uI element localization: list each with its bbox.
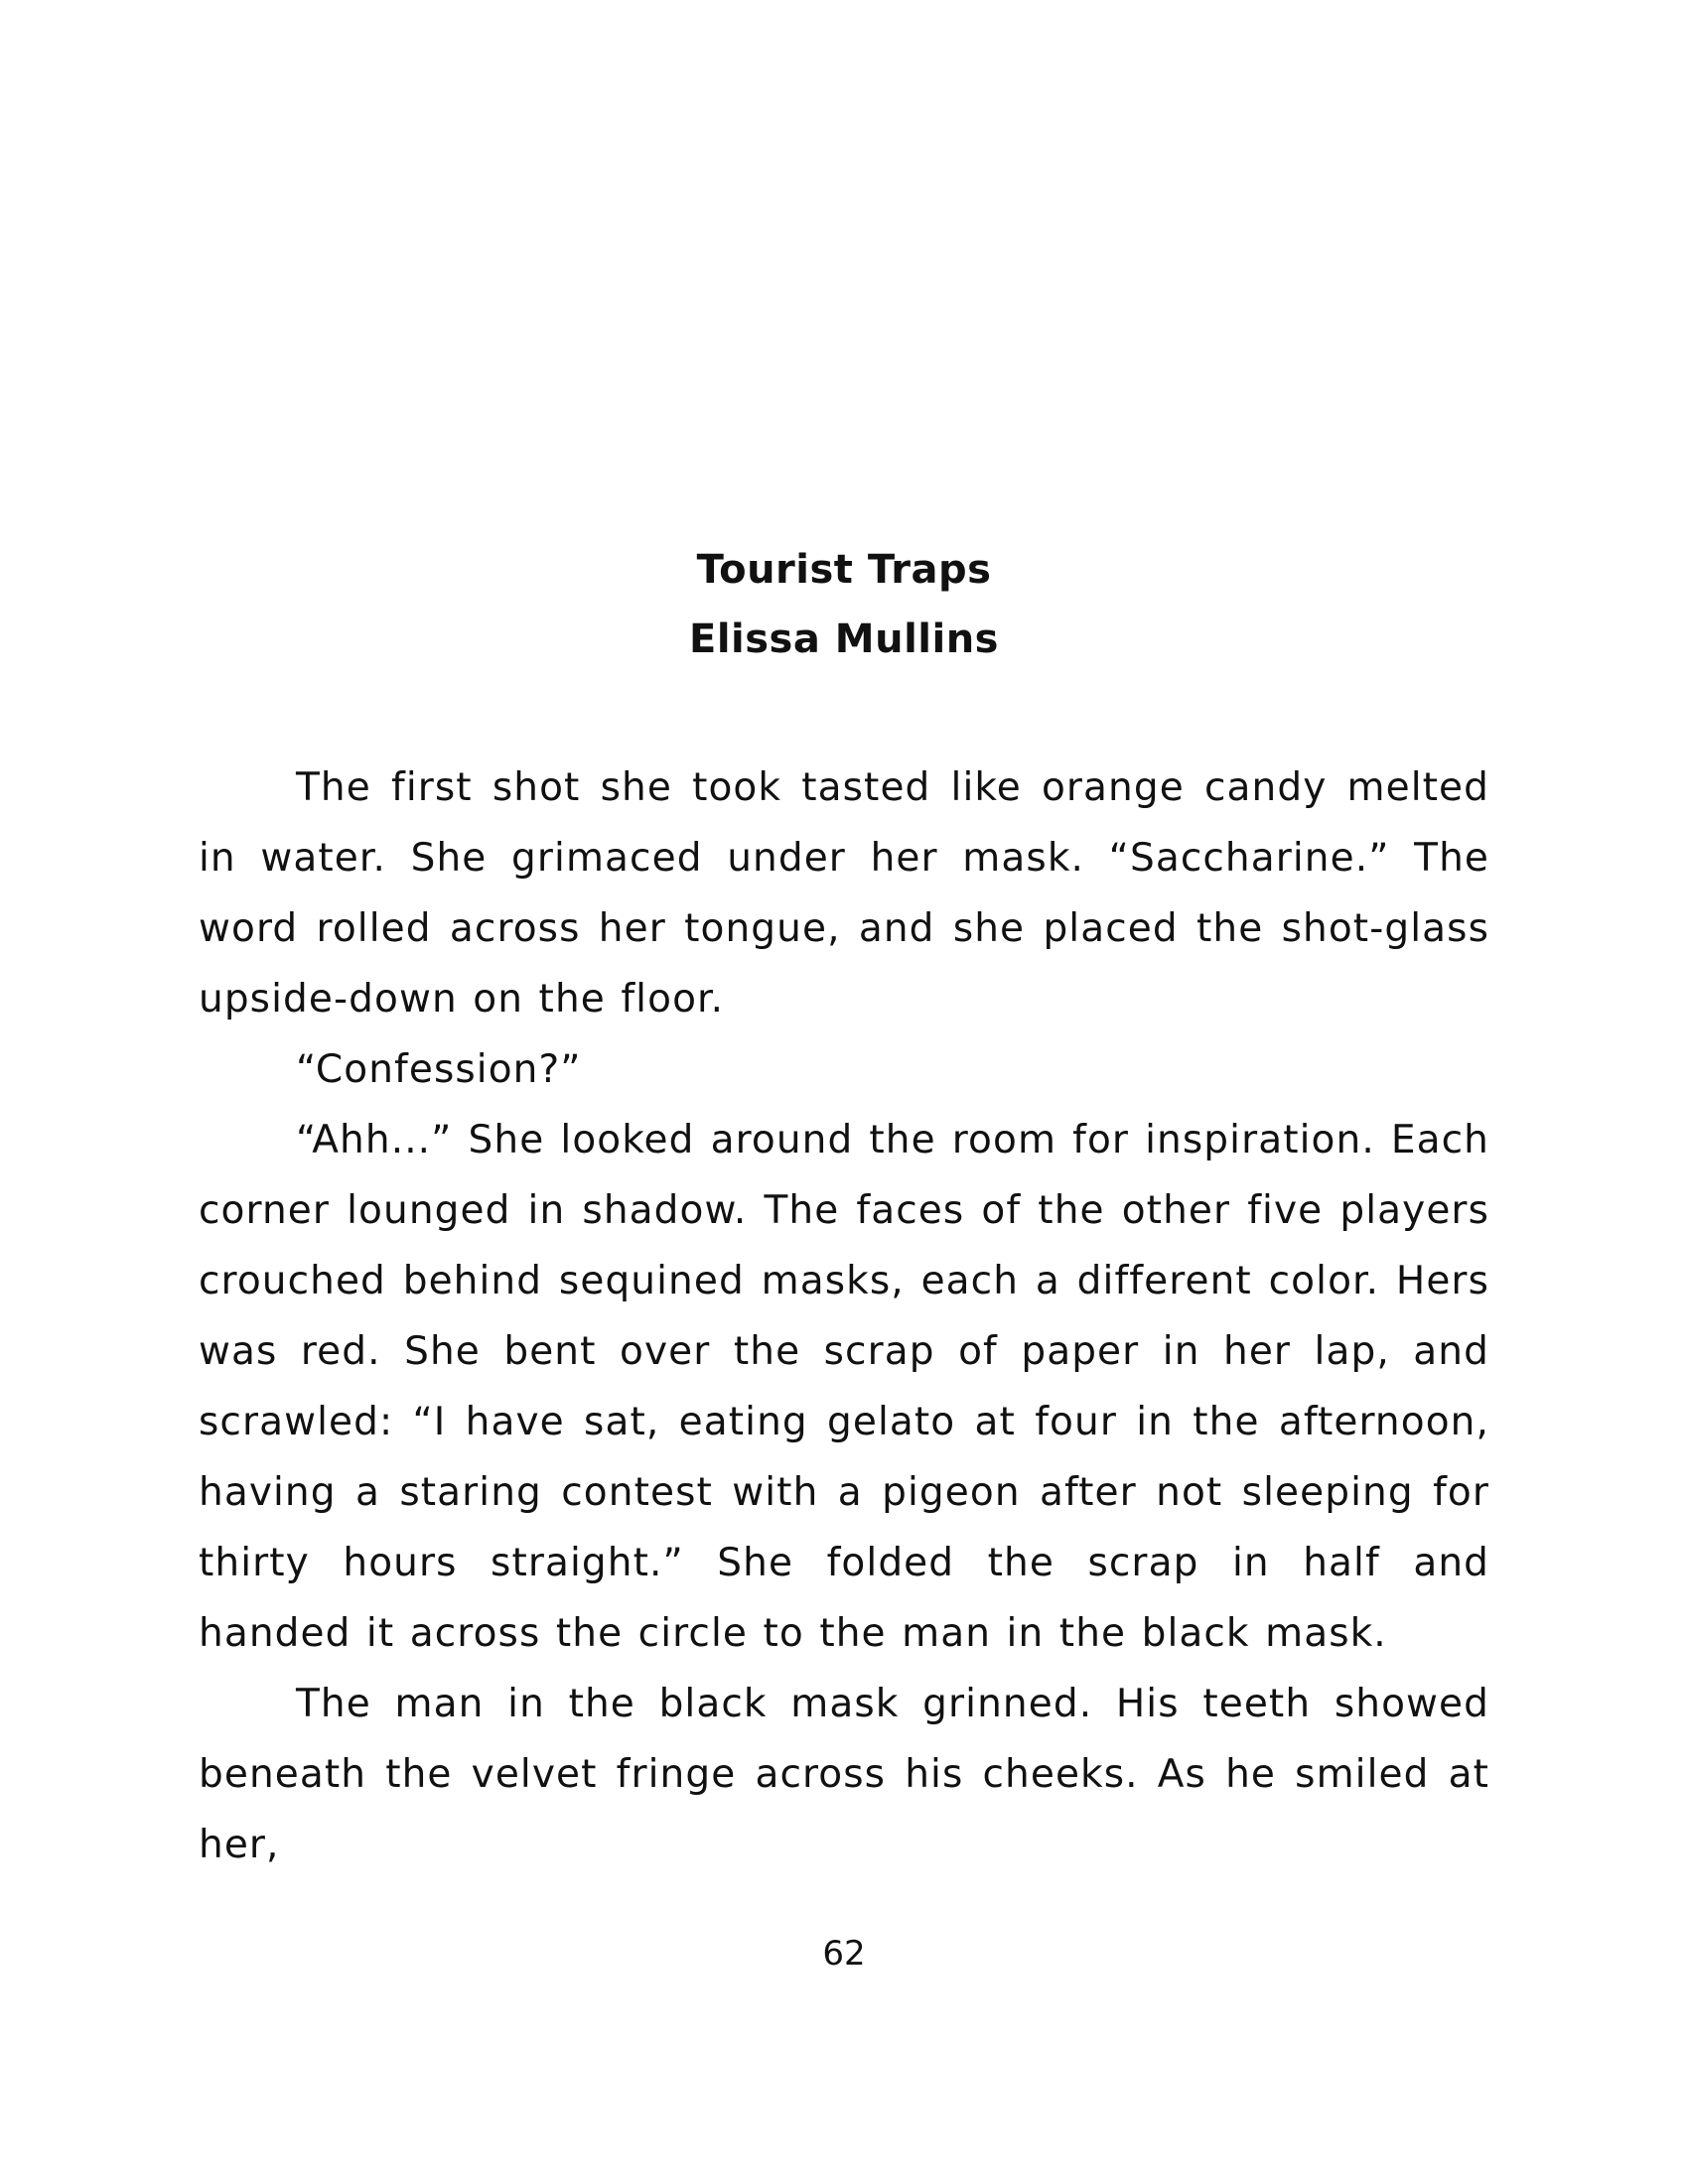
paragraph-scrap: “Ahh...” She looked around the room for inspiration. Each corner lounged in shadow. The faces of the other five players crouched behind sequined masks, each a different color. Hers was red. She bent over the scrap of paper in her lap, and scrawled: “I have sat, eating gelato at four in the afternoon, having a staring contest with a pigeon after not sleeping for thirty hours straight.” She folded the scrap in half and handed it across the circle to the man in the black mask. xyxy=(199,1118,1489,1656)
paragraph-opening: The first shot she took tasted like orange candy melted in water. She grimaced under her mask. “Saccharine.” The word rolled across her tongue, and she placed the shot-glass upside-down on the floor. xyxy=(199,765,1489,1022)
page-number: 62 xyxy=(822,1934,866,1974)
story-author: Elissa Mullins xyxy=(689,616,999,662)
paragraph-confession: “Confession?” xyxy=(296,1047,582,1092)
paragraph-black-mask: The man in the black mask grinned. His teeth showed beneath the velvet fringe across his cheeks. As he smiled at her, xyxy=(199,1682,1489,1867)
story-body xyxy=(199,752,1489,1880)
story-title: Tourist Traps xyxy=(696,547,992,593)
